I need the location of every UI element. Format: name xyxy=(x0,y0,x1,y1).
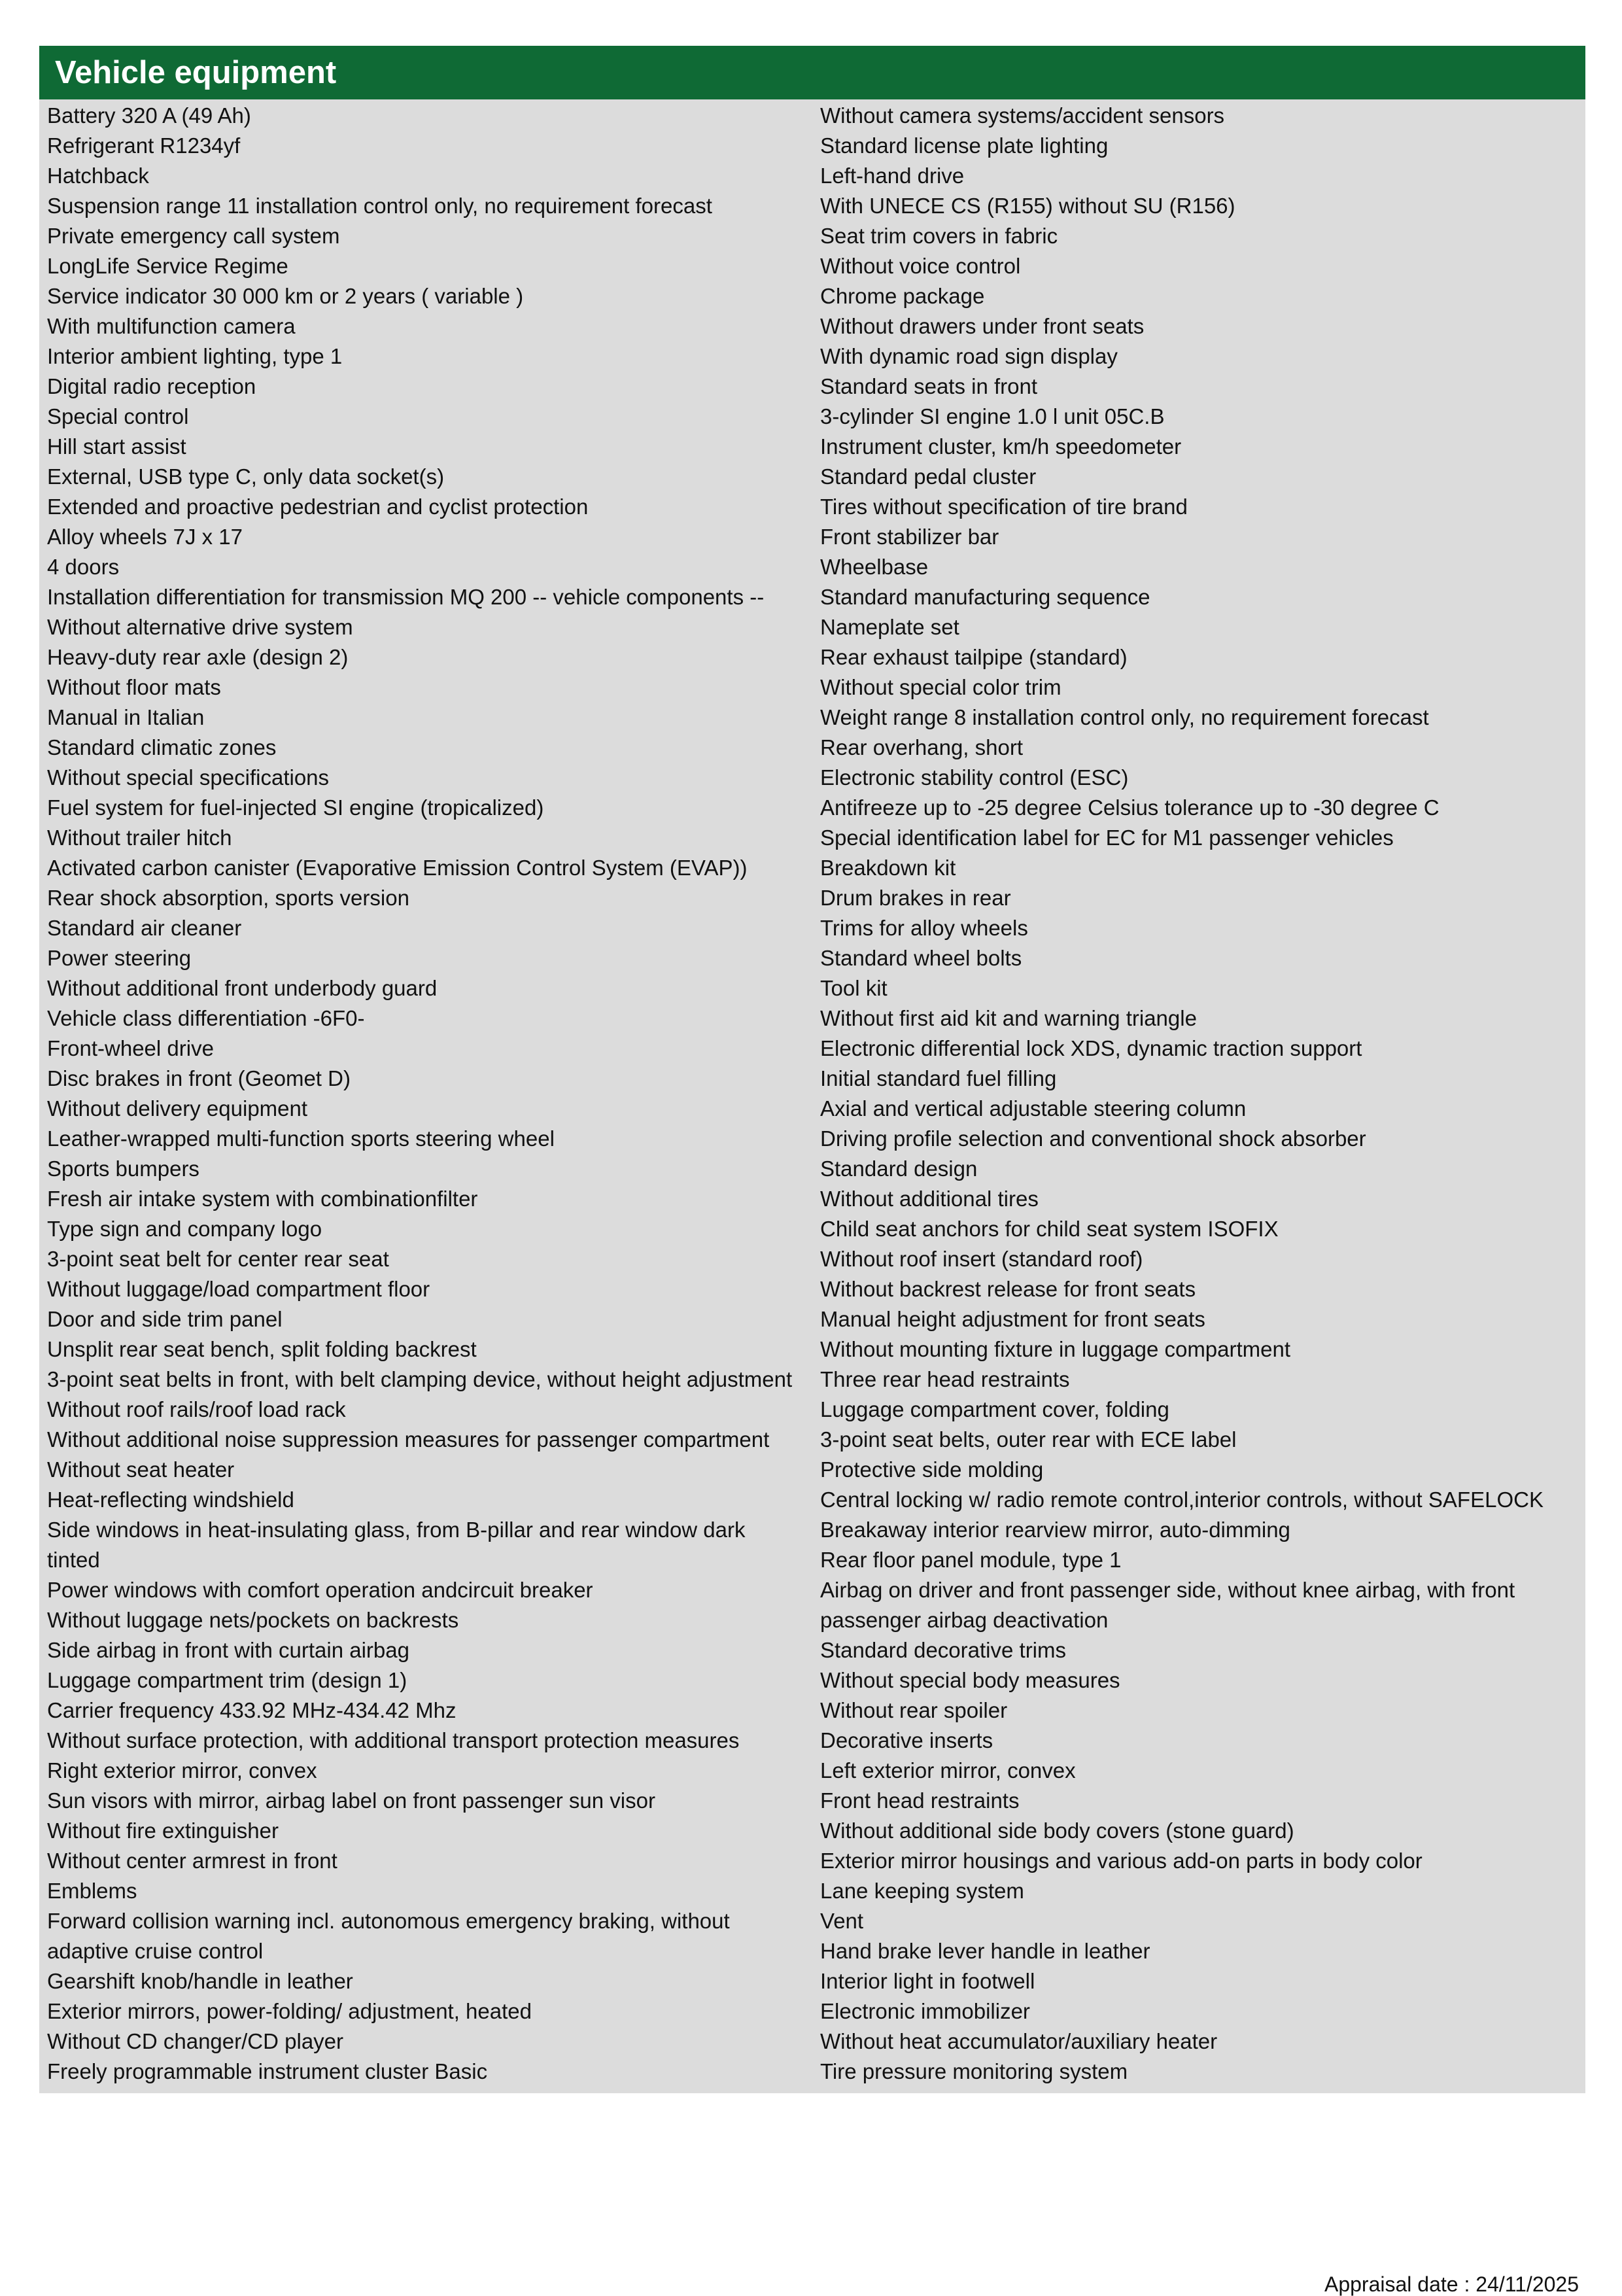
equipment-item: passenger airbag deactivation xyxy=(820,1608,1109,1632)
equipment-item: Left-hand drive xyxy=(820,164,965,188)
equipment-item: Without drawers under front seats xyxy=(820,314,1145,338)
equipment-item: Fresh air intake system with combinationfilter xyxy=(47,1187,478,1211)
equipment-item: Left exterior mirror, convex xyxy=(820,1758,1076,1783)
equipment-item: Driving profile selection and conventional shock absorber xyxy=(820,1126,1366,1151)
equipment-item: Standard decorative trims xyxy=(820,1638,1067,1662)
equipment-item: External, USB type C, only data socket(s) xyxy=(47,464,445,489)
equipment-item: Rear exhaust tailpipe (standard) xyxy=(820,645,1128,669)
equipment-item: Without additional noise suppression measures for passenger compartment xyxy=(47,1427,770,1452)
equipment-item: Disc brakes in front (Geomet D) xyxy=(47,1066,351,1090)
equipment-item: Emblems xyxy=(47,1879,137,1903)
equipment-item: Power windows with comfort operation andcircuit breaker xyxy=(47,1578,593,1602)
equipment-item: Initial standard fuel filling xyxy=(820,1066,1057,1090)
equipment-item: tinted xyxy=(47,1548,100,1572)
equipment-item: Alloy wheels 7J x 17 xyxy=(47,525,243,549)
equipment-item: Heavy-duty rear axle (design 2) xyxy=(47,645,349,669)
equipment-item: Central locking w/ radio remote control,interior controls, without SAFELOCK xyxy=(820,1487,1544,1512)
equipment-item: 3-point seat belt for center rear seat xyxy=(47,1247,389,1271)
equipment-item: Side airbag in front with curtain airbag xyxy=(47,1638,409,1662)
equipment-item: Front head restraints xyxy=(820,1788,1020,1813)
equipment-item: Standard license plate lighting xyxy=(820,133,1109,158)
equipment-item: Hill start assist xyxy=(47,434,186,459)
equipment-item: Gearshift knob/handle in leather xyxy=(47,1969,353,1993)
equipment-item: Luggage compartment trim (design 1) xyxy=(47,1668,407,1692)
equipment-item: Sun visors with mirror, airbag label on front passenger sun visor xyxy=(47,1788,655,1813)
equipment-column-left xyxy=(39,101,812,2087)
equipment-item: Rear floor panel module, type 1 xyxy=(820,1548,1122,1572)
equipment-item: Without luggage nets/pockets on backrests xyxy=(47,1608,459,1632)
equipment-item: Without luggage/load compartment floor xyxy=(47,1277,430,1301)
equipment-item: 3-point seat belts, outer rear with ECE label xyxy=(820,1427,1237,1452)
equipment-item: Three rear head restraints xyxy=(820,1367,1070,1391)
equipment-item: Door and side trim panel xyxy=(47,1307,283,1331)
equipment-item: Installation differentiation for transmission MQ 200 -- vehicle components -- xyxy=(47,585,765,609)
equipment-item: Unsplit rear seat bench, split folding backrest xyxy=(47,1337,477,1361)
equipment-item: Without trailer hitch xyxy=(47,826,232,850)
equipment-item: Private emergency call system xyxy=(47,224,340,248)
equipment-item: Interior light in footwell xyxy=(820,1969,1035,1993)
equipment-item: Without roof rails/roof load rack xyxy=(47,1397,346,1421)
equipment-item: Exterior mirror housings and various add-on parts in body color xyxy=(820,1849,1423,1873)
section-title: Vehicle equipment xyxy=(39,46,1585,99)
equipment-item: Decorative inserts xyxy=(820,1728,993,1752)
equipment-item: Without rear spoiler xyxy=(820,1698,1008,1722)
equipment-item: Wheelbase xyxy=(820,555,929,579)
equipment-item: Without additional side body covers (stone guard) xyxy=(820,1818,1294,1843)
equipment-item: Rear overhang, short xyxy=(820,735,1024,759)
appraisal-date: Appraisal date : 24/11/2025 xyxy=(1324,2272,1579,2296)
equipment-item: 3-cylinder SI engine 1.0 l unit 05C.B xyxy=(820,404,1165,428)
equipment-item: Without voice control xyxy=(820,254,1021,278)
equipment-item: adaptive cruise control xyxy=(47,1939,264,1963)
equipment-item: Battery 320 A (49 Ah) xyxy=(47,103,251,128)
equipment-item: Vehicle class differentiation -6F0- xyxy=(47,1006,365,1030)
equipment-item: Electronic differential lock XDS, dynamic traction support xyxy=(820,1036,1362,1060)
equipment-item: Vent xyxy=(820,1909,864,1933)
equipment-item: Hand brake lever handle in leather xyxy=(820,1939,1150,1963)
equipment-item: Breakdown kit xyxy=(820,856,956,880)
equipment-item: Tires without specification of tire brand xyxy=(820,495,1188,519)
equipment-item: Refrigerant R1234yf xyxy=(47,133,241,158)
equipment-item: 4 doors xyxy=(47,555,120,579)
equipment-item: Power steering xyxy=(47,946,192,970)
equipment-item: Antifreeze up to -25 degree Celsius tolerance up to -30 degree C xyxy=(820,795,1440,820)
equipment-item: With UNECE CS (R155) without SU (R156) xyxy=(820,194,1235,218)
equipment-item: Standard air cleaner xyxy=(47,916,242,940)
equipment-item: Without special body measures xyxy=(820,1668,1120,1692)
equipment-item: Rear shock absorption, sports version xyxy=(47,886,409,910)
equipment-item: Type sign and company logo xyxy=(47,1217,322,1241)
equipment-item: Without camera systems/accident sensors xyxy=(820,103,1225,128)
equipment-column-right xyxy=(812,101,1585,2087)
equipment-item: Side windows in heat-insulating glass, from B-pillar and rear window dark xyxy=(47,1518,746,1542)
equipment-item: Special control xyxy=(47,404,189,428)
equipment-item: Without mounting fixture in luggage compartment xyxy=(820,1337,1291,1361)
equipment-item: Standard design xyxy=(820,1157,978,1181)
equipment-item: Tire pressure monitoring system xyxy=(820,2059,1128,2083)
equipment-item: Lane keeping system xyxy=(820,1879,1024,1903)
equipment-item: Special identification label for EC for M1 passenger vehicles xyxy=(820,826,1394,850)
equipment-list-left xyxy=(47,101,812,2087)
equipment-item: Sports bumpers xyxy=(47,1157,199,1181)
equipment-item: Chrome package xyxy=(820,284,985,308)
equipment-item: Carrier frequency 433.92 MHz-434.42 Mhz xyxy=(47,1698,457,1722)
equipment-item: Without seat heater xyxy=(47,1457,235,1482)
equipment-item: Without additional tires xyxy=(820,1187,1039,1211)
equipment-list-right xyxy=(820,101,1585,2087)
equipment-item: Standard pedal cluster xyxy=(820,464,1037,489)
equipment-item: Without alternative drive system xyxy=(47,615,353,639)
equipment-item: Protective side molding xyxy=(820,1457,1044,1482)
equipment-item: Standard manufacturing sequence xyxy=(820,585,1150,609)
equipment-item: Exterior mirrors, power-folding/ adjustment, heated xyxy=(47,1999,532,2023)
equipment-item: Front stabilizer bar xyxy=(820,525,999,549)
equipment-item: Suspension range 11 installation control only, no requirement forecast xyxy=(47,194,712,218)
vehicle-equipment-section xyxy=(39,46,1585,2093)
equipment-item: With multifunction camera xyxy=(47,314,296,338)
equipment-item: Standard climatic zones xyxy=(47,735,277,759)
equipment-item: Instrument cluster, km/h speedometer xyxy=(820,434,1182,459)
equipment-item: Weight range 8 installation control only, no requirement forecast xyxy=(820,705,1429,729)
equipment-item: Leather-wrapped multi-function sports steering wheel xyxy=(47,1126,555,1151)
equipment-item: Front-wheel drive xyxy=(47,1036,214,1060)
equipment-item: With dynamic road sign display xyxy=(820,344,1118,368)
equipment-item: Luggage compartment cover, folding xyxy=(820,1397,1169,1421)
equipment-item: Without heat accumulator/auxiliary heater xyxy=(820,2029,1218,2053)
equipment-item: Without special color trim xyxy=(820,675,1061,699)
equipment-item: Without floor mats xyxy=(47,675,221,699)
equipment-item: Without surface protection, with additional transport protection measures xyxy=(47,1728,740,1752)
equipment-item: Without backrest release for front seats xyxy=(820,1277,1196,1301)
equipment-item: Digital radio reception xyxy=(47,374,256,398)
equipment-item: Without first aid kit and warning triangle xyxy=(820,1006,1197,1030)
equipment-item: Service indicator 30 000 km or 2 years ( variable ) xyxy=(47,284,524,308)
equipment-item: Without delivery equipment xyxy=(47,1096,308,1121)
equipment-item: Electronic immobilizer xyxy=(820,1999,1030,2023)
equipment-item: Activated carbon canister (Evaporative Emission Control System (EVAP)) xyxy=(47,856,748,880)
equipment-item: Extended and proactive pedestrian and cyclist protection xyxy=(47,495,589,519)
equipment-item: Nameplate set xyxy=(820,615,959,639)
equipment-item: Tool kit xyxy=(820,976,888,1000)
equipment-item: LongLife Service Regime xyxy=(47,254,288,278)
equipment-item: Hatchback xyxy=(47,164,149,188)
equipment-item: Electronic stability control (ESC) xyxy=(820,765,1129,790)
equipment-item: Without fire extinguisher xyxy=(47,1818,279,1843)
equipment-item: Airbag on driver and front passenger side, without knee airbag, with front xyxy=(820,1578,1515,1602)
equipment-item: Fuel system for fuel-injected SI engine (tropicalized) xyxy=(47,795,544,820)
equipment-item: Without additional front underbody guard xyxy=(47,976,438,1000)
equipment-item: Without center armrest in front xyxy=(47,1849,337,1873)
equipment-item: Heat-reflecting windshield xyxy=(47,1487,294,1512)
equipment-item: Without CD changer/CD player xyxy=(47,2029,344,2053)
equipment-item: Axial and vertical adjustable steering column xyxy=(820,1096,1247,1121)
equipment-item: Manual height adjustment for front seats xyxy=(820,1307,1205,1331)
equipment-item: Seat trim covers in fabric xyxy=(820,224,1058,248)
equipment-item: Child seat anchors for child seat system ISOFIX xyxy=(820,1217,1279,1241)
equipment-item: Trims for alloy wheels xyxy=(820,916,1028,940)
equipment-item: 3-point seat belts in front, with belt clamping device, without height adjustment xyxy=(47,1367,793,1391)
equipment-item: Interior ambient lighting, type 1 xyxy=(47,344,343,368)
equipment-item: Right exterior mirror, convex xyxy=(47,1758,317,1783)
equipment-item: Manual in Italian xyxy=(47,705,205,729)
equipment-item: Standard wheel bolts xyxy=(820,946,1022,970)
equipment-item: Standard seats in front xyxy=(820,374,1038,398)
equipment-item: Freely programmable instrument cluster Basic xyxy=(47,2059,488,2083)
equipment-item: Breakaway interior rearview mirror, auto-dimming xyxy=(820,1518,1290,1542)
equipment-item: Without roof insert (standard roof) xyxy=(820,1247,1143,1271)
equipment-item: Drum brakes in rear xyxy=(820,886,1011,910)
equipment-item: Forward collision warning incl. autonomous emergency braking, without xyxy=(47,1909,730,1933)
equipment-item: Without special specifications xyxy=(47,765,330,790)
equipment-list-body xyxy=(39,99,1585,2093)
